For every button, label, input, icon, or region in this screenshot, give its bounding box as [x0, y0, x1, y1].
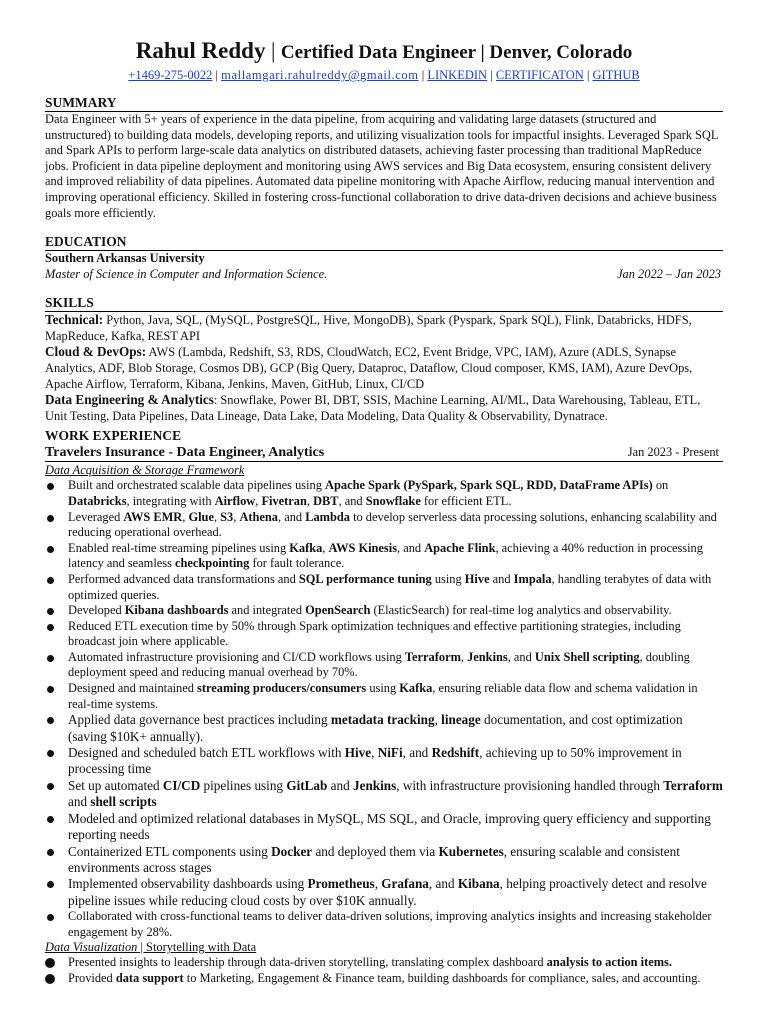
skills-technical-text: Python, Java, SQL, (MySQL, PostgreSQL, Hive, MongoDB), Spark (Pyspark, Spark SQL), Flink, Databricks, HDFS, MapReduce, Kafka, REST API [45, 313, 692, 344]
bullet-keyword: Docker [271, 843, 313, 859]
bullet-text: using [366, 681, 400, 696]
skills-cloud-text: AWS (Lambda, Redshift, S3, RDS, CloudWatch, EC2, Event Bridge, VPC, IAM), Azure (ADLS, Synapse Analytics, ADF, Blob Storage, Cosmos DB), GCP (Big Query, Dataproc, Dataflow, Cloud composer, KMS, IAM), Azure DevOps, Apache Airflow, Terraform, Kibana, Jenkins, Maven, GitHub, Linux, CI/CD [45, 345, 693, 392]
bullet-text: for fault tolerance. [249, 556, 345, 571]
bullet-keyword: GitLab [286, 777, 328, 793]
bullet-text: , and [507, 649, 535, 664]
bullet-item [45, 619, 723, 650]
bullet-text: Developed [68, 603, 125, 618]
bullet-text: to develop serverless data processing solutions, enhancing scalability and reducing operational overhead. [68, 509, 717, 540]
bullet-text: Collaborated with cross-functional teams to deliver data-driven solutions, improving analytics insights and increasing stakeholder engagement by 28%. [68, 909, 712, 939]
bullet-text: Performed advanced data transformations and [68, 571, 299, 586]
bullet-text: (ElasticSearch) for real-time log analytics and observability. [370, 603, 672, 618]
bullet-keyword: Databricks [68, 493, 127, 508]
job-dates: Jan 2023 - Present [627, 445, 719, 460]
bullet-keyword: Apache Spark (PySpark, Spark SQL, RDD, DataFrame APIs) [325, 478, 653, 493]
bullet-text: , integrating with [126, 493, 215, 508]
bullet-keyword: AWS Kinesis [328, 540, 398, 555]
bullet-text: for efficient ETL. [420, 493, 512, 508]
bullet-icon [47, 849, 54, 856]
bullet-keyword: SQL performance tuning [298, 571, 432, 586]
bullet-icon [47, 608, 54, 615]
bullet-item [45, 778, 723, 811]
bullet-text: , [371, 745, 378, 761]
bullet-icon [47, 750, 54, 757]
experience-bullets [45, 478, 723, 712]
bullet-keyword: Snowflake [365, 493, 421, 508]
bullet-icon [47, 914, 54, 921]
bullet-text: Leveraged [68, 509, 124, 524]
bullet-text: , and [278, 509, 306, 524]
degree-dates: Jan 2022 – Jan 2023 [617, 266, 721, 281]
bullet-item [45, 955, 723, 971]
bullet-keyword: Grafana [381, 876, 429, 892]
header-line [45, 38, 723, 66]
bullet-text: Automated infrastructure provisioning and CI/CD workflows using [68, 649, 405, 664]
bullet-item [45, 745, 723, 778]
bullet-text: , achieving a 40% reduction in processing latency and seamless [68, 540, 703, 571]
bullet-icon [47, 816, 54, 823]
skills-de-label: Data Engineering & Analytics [45, 392, 214, 408]
bullet-keyword: Terraform [404, 649, 461, 664]
contact-separator: | [215, 68, 219, 82]
bullet-text: , [255, 493, 262, 508]
bullet-text: Designed and scheduled batch ETL workflows with [68, 745, 345, 761]
bullet-icon [47, 717, 54, 724]
bullet-item [45, 971, 723, 987]
bullet-text: , [322, 540, 329, 555]
bullet-item [45, 572, 723, 603]
bullet-keyword: Glue [188, 509, 214, 524]
bullet-item [45, 811, 723, 844]
bullet-keyword: Kibana dashboards [124, 603, 229, 618]
job-header [45, 444, 723, 462]
bullet-icon [47, 546, 54, 553]
bullet-text: , [233, 509, 240, 524]
bullet-text: Built and orchestrated scalable data pipelines using [68, 478, 326, 493]
resume-page [45, 38, 723, 987]
subsection-visualization-italic: Data Visualization [45, 940, 138, 955]
degree-row [45, 267, 723, 283]
bullet-text: and [327, 777, 354, 793]
bullet-keyword: lineage [441, 712, 481, 728]
bullet-keyword: Apache Flink [424, 540, 496, 555]
bullet-text: Modeled and optimized relational databases in MySQL, MS SQL, and Oracle, improving query efficiency and supporting reporting needs [68, 810, 711, 843]
bullet-text: , [182, 509, 189, 524]
bullet-text: Presented insights to leadership through data-driven storytelling, translating complex dashboard [68, 955, 547, 970]
bullet-text: and [489, 571, 514, 586]
bullet-icon [47, 577, 54, 584]
bullet-text: , and [428, 876, 458, 892]
bullet-keyword: metadata tracking [330, 712, 435, 728]
school-name: Southern Arkansas University [45, 251, 205, 266]
bullet-item [45, 712, 723, 745]
bullet-keyword: Hive [344, 745, 372, 761]
bullet-keyword: S3 [220, 509, 234, 524]
bullet-text: and deployed them via [312, 843, 439, 859]
experience-heading: WORK EXPERIENCE [45, 428, 182, 444]
linkedin-link[interactable]: LINKEDIN [427, 68, 488, 82]
bullet-text: , and [397, 540, 425, 555]
bullet-text: to Marketing, Engagement & Finance team, building dashboards for compliance, sales, and accounting. [183, 970, 701, 985]
candidate-name: Rahul Reddy [135, 38, 266, 63]
experience-bullets-extra [45, 909, 723, 940]
bullet-keyword: shell scripts [90, 794, 157, 810]
skills-heading: SKILLS [45, 295, 723, 312]
bullet-text: Containerized ETL components using [68, 843, 272, 859]
bullet-text: , doubling deployment speed and reducing manual overhead by 70%. [68, 649, 690, 680]
bullet-icon [47, 686, 54, 693]
bullet-text: , ensuring reliable data flow and schema validation in real-time systems. [68, 681, 698, 711]
skills-technical [45, 312, 723, 344]
job-title: Travelers Insurance - Data Engineer, Analytics [45, 445, 325, 461]
contact-separator: | [586, 68, 590, 82]
bullet-item [45, 541, 723, 572]
skills-de [45, 392, 723, 424]
bullet-keyword: streaming producers/consumers [197, 681, 367, 696]
bullet-text: , [213, 509, 221, 524]
bullet-keyword: Airflow [214, 493, 256, 508]
bullet-item [45, 876, 723, 909]
bullet-text: , and [338, 493, 366, 508]
bullet-keyword: Kafka [399, 681, 433, 696]
bullet-keyword: AWS EMR [123, 509, 183, 524]
bullet-item [45, 650, 723, 681]
email-link[interactable]: mallamgari.rahulreddy@gmail.com [221, 68, 419, 82]
bullet-keyword: checkpointing [175, 556, 250, 571]
bullet-keyword: Athena [239, 509, 279, 524]
bullet-text: , and [402, 745, 432, 761]
bullet-text: and integrated [228, 603, 306, 618]
bullet-keyword: CI/CD [162, 777, 201, 793]
skills-de-text: : Snowflake, Power BI, DBT, SSIS, Machine Learning, AI/ML, Data Warehousing, Tableau, ETL, Unit Testing, Data Pipelines, Data Lineage, Data Lake, Data Modeling, Data Quality & Observability, Dynatrace. [45, 393, 701, 424]
bullet-keyword: NiFi [377, 745, 403, 761]
bullet-keyword: Impala [513, 571, 552, 586]
bullet-keyword: Jenkins [353, 777, 397, 793]
skills-technical-label: Technical: [45, 312, 104, 328]
skills-block [45, 312, 723, 424]
bullet-text: , helping proactively detect and resolve pipeline issues while reducing cloud costs by over $10K annually. [68, 876, 707, 908]
bullet-text: Enabled real-time streaming pipelines using [68, 540, 290, 555]
bullet-keyword: Jenkins [467, 649, 508, 664]
bullet-icon [45, 974, 55, 984]
candidate-role: Certified Data Engineer | Denver, Colorado [280, 42, 633, 63]
bullet-icon [47, 783, 54, 790]
bullet-keyword: Fivetran [261, 493, 307, 508]
visualization-bullets [45, 955, 723, 986]
bullet-text: Implemented observability dashboards using [68, 876, 308, 892]
bullet-text: and [68, 794, 91, 810]
experience-bullets-large [45, 712, 723, 909]
contact-line [45, 67, 723, 83]
bullet-icon [45, 958, 55, 968]
bullet-text: , [306, 493, 314, 508]
contact-separator: | [421, 68, 425, 82]
bullet-keyword: Terraform [663, 777, 723, 793]
bullet-text: pipelines using [200, 777, 287, 793]
bullet-item [45, 909, 723, 940]
bullet-item [45, 603, 723, 619]
github-link[interactable]: GITHUB [592, 68, 640, 82]
bullet-keyword: data support [115, 970, 184, 985]
bullet-text: Applied data governance best practices including [68, 712, 331, 728]
bullet-text: using [431, 571, 465, 586]
bullet-text: on [652, 478, 669, 493]
bullet-keyword: DBT [313, 493, 339, 508]
phone-link[interactable]: +1469-275-0022 [128, 68, 213, 82]
bullet-text: , [374, 876, 382, 892]
bullet-keyword: Kubernetes [438, 843, 504, 859]
bullet-icon [47, 483, 54, 490]
bullet-text: , achieving up to 50% improvement in processing time [68, 745, 682, 777]
bullet-keyword: Redshift [431, 745, 480, 761]
bullet-icon [47, 655, 54, 662]
skills-cloud-label: Cloud & DevOps: [45, 344, 147, 360]
skills-cloud [45, 344, 723, 392]
bullet-keyword: Lambda [305, 509, 350, 524]
bullet-keyword: Unix Shell scripting [534, 649, 640, 664]
contact-separator: | [490, 68, 493, 82]
bullet-item [45, 510, 723, 541]
bullet-text: Provided [68, 970, 116, 985]
bullet-keyword: Kibana [457, 876, 500, 892]
degree-name: Master of Science in Computer and Information Science. [45, 266, 328, 281]
bullet-keyword: analysis to action items. [546, 955, 672, 970]
bullet-text: Reduced ETL execution time by 50% through Spark optimization techniques and effective partitioning strategies, including broadcast join where applicable. [68, 618, 681, 649]
subsection-visualization-rest: | Storytelling with Data [137, 940, 257, 955]
name-divider: | [270, 38, 276, 63]
bullet-keyword: OpenSearch [305, 603, 371, 618]
subsection-visualization [45, 940, 723, 955]
bullet-icon [47, 624, 54, 631]
bullet-item [45, 681, 723, 712]
bullet-icon [47, 515, 54, 522]
bullet-item [45, 478, 723, 509]
certification-link[interactable]: CERTIFICATON [495, 68, 584, 82]
bullet-text: , handling terabytes of data with optimized queries. [68, 571, 712, 602]
bullet-icon [47, 881, 54, 888]
bullet-keyword: Prometheus [307, 876, 375, 892]
education-heading: EDUCATION [45, 234, 723, 251]
bullet-text: , [460, 649, 468, 664]
bullet-text: , ensuring scalable and consistent environments across stages [68, 843, 680, 875]
bullet-text: Set up automated [68, 777, 163, 793]
summary-heading: SUMMARY [45, 95, 723, 112]
bullet-text: documentation, and cost optimization (saving $10K+ annually). [68, 712, 683, 744]
bullet-keyword: Kafka [289, 540, 323, 555]
bullet-text: , with infrastructure provisioning handled through [396, 777, 664, 793]
subsection-acquisition: Data Acquisition & Storage Framework [45, 463, 245, 478]
bullet-text: Designed and maintained [68, 681, 198, 696]
bullet-keyword: Hive [464, 571, 490, 586]
summary-text: Data Engineer with 5+ years of experience in the data pipeline, from acquiring and validating large datasets (structured and unstructured) to building data models, developing reports, and utilizing visualization tools for impactful insights. Leveraged Spark SQL and Spark APIs to perform large-scale data analytics on distributed datasets, achieving faster processing than traditional MapReduce jobs. Proficient in data pipeline deployment and monitoring using AWS services and Big Data ecosystem, ensuring consistent delivery and improved reliability of data pipelines. Automated data pipeline monitoring with Apache Airflow, reducing manual intervention and improving operational efficiency. Skilled in fostering cross-functional collaboration to drive data-driven decisions and achieve business goals more efficiently. [45, 112, 718, 220]
bullet-item [45, 844, 723, 877]
bullet-text: , [434, 712, 442, 728]
